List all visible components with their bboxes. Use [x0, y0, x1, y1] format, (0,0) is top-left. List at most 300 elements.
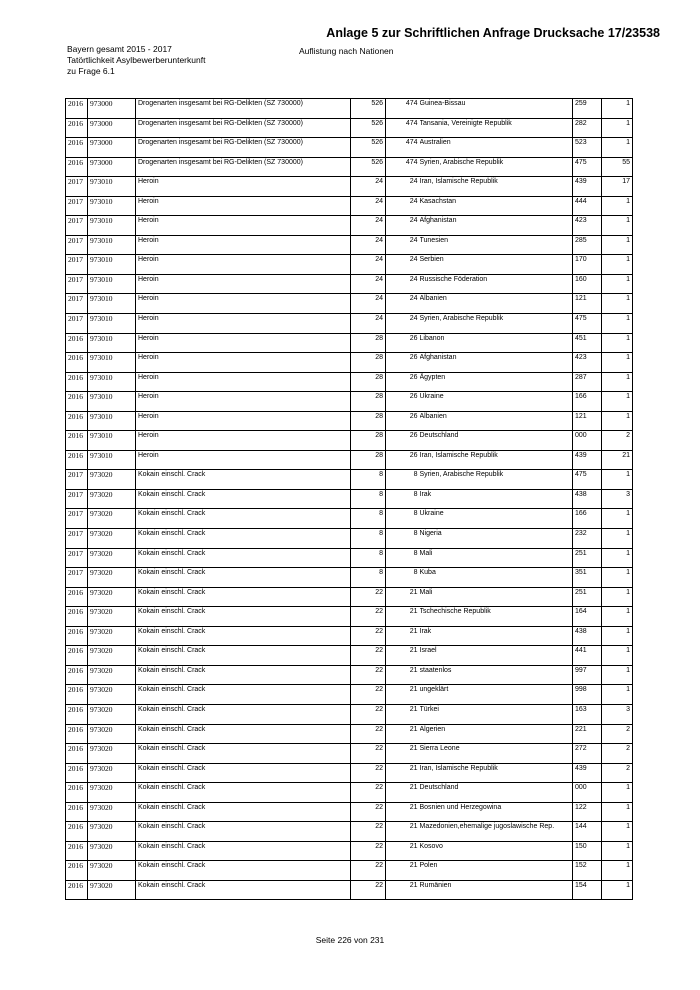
- table-row: [66, 783, 633, 803]
- cell-suspects: 474: [386, 99, 420, 119]
- cell-nation-code: 221: [573, 724, 602, 744]
- cell-year: 2016: [66, 704, 88, 724]
- table-row: [66, 235, 633, 255]
- cell-count: 1: [602, 118, 633, 138]
- cell-total: 22: [351, 724, 386, 744]
- cell-year: 2017: [66, 196, 88, 216]
- cell-count: 21: [602, 450, 633, 470]
- table-row: [66, 372, 633, 392]
- cell-nation-code: 160: [573, 274, 602, 294]
- cell-count: 1: [602, 294, 633, 314]
- cell-nation-code: 451: [573, 333, 602, 353]
- cell-nation: ungeklärt: [420, 685, 573, 705]
- table-row: [66, 685, 633, 705]
- table-row: [66, 255, 633, 275]
- table-row: [66, 607, 633, 627]
- cell-count: 1: [602, 529, 633, 549]
- cell-nation-code: 150: [573, 841, 602, 861]
- cell-year: 2016: [66, 138, 88, 158]
- table-row: [66, 353, 633, 373]
- table-row: [66, 99, 633, 119]
- cell-year: 2016: [66, 372, 88, 392]
- cell-year: 2016: [66, 431, 88, 451]
- cell-drug-type: Kokain einschl. Crack: [136, 783, 351, 803]
- cell-code: 973020: [88, 704, 136, 724]
- cell-drug-type: Heroin: [136, 216, 351, 236]
- cell-nation: Deutschland: [420, 431, 573, 451]
- table-row: [66, 822, 633, 842]
- cell-year: 2017: [66, 470, 88, 490]
- cell-nation-code: 285: [573, 235, 602, 255]
- table-row: [66, 157, 633, 177]
- table-row: [66, 274, 633, 294]
- cell-nation: Russische Föderation: [420, 274, 573, 294]
- cell-code: 973010: [88, 177, 136, 197]
- cell-count: 1: [602, 333, 633, 353]
- cell-total: 22: [351, 783, 386, 803]
- cell-year: 2016: [66, 744, 88, 764]
- table-row: [66, 548, 633, 568]
- cell-total: 8: [351, 509, 386, 529]
- cell-suspects: 24: [386, 196, 420, 216]
- cell-count: 1: [602, 822, 633, 842]
- cell-total: 24: [351, 196, 386, 216]
- cell-year: 2017: [66, 177, 88, 197]
- table-row: [66, 411, 633, 431]
- cell-drug-type: Heroin: [136, 372, 351, 392]
- cell-suspects: 26: [386, 392, 420, 412]
- cell-suspects: 26: [386, 333, 420, 353]
- cell-nation-code: 121: [573, 294, 602, 314]
- cell-code: 973020: [88, 548, 136, 568]
- cell-year: 2017: [66, 529, 88, 549]
- cell-drug-type: Kokain einschl. Crack: [136, 685, 351, 705]
- cell-suspects: 21: [386, 744, 420, 764]
- cell-nation-code: 232: [573, 529, 602, 549]
- cell-nation: Israel: [420, 646, 573, 666]
- meta-line-location: Tatörtlichkeit Asylbewerberunterkunft: [67, 55, 206, 65]
- cell-count: 1: [602, 274, 633, 294]
- cell-drug-type: Heroin: [136, 255, 351, 275]
- cell-drug-type: Drogenarten insgesamt bei RG-Delikten (SZ 730000): [136, 118, 351, 138]
- cell-suspects: 21: [386, 763, 420, 783]
- cell-nation-code: 439: [573, 177, 602, 197]
- cell-year: 2016: [66, 587, 88, 607]
- cell-nation: Libanon: [420, 333, 573, 353]
- cell-nation: Ukraine: [420, 392, 573, 412]
- cell-suspects: 24: [386, 255, 420, 275]
- cell-nation: Ukraine: [420, 509, 573, 529]
- cell-nation-code: 475: [573, 157, 602, 177]
- cell-nation: Mali: [420, 587, 573, 607]
- table-row: [66, 196, 633, 216]
- cell-total: 24: [351, 255, 386, 275]
- cell-count: 1: [602, 99, 633, 119]
- cell-total: 22: [351, 880, 386, 900]
- table-row: [66, 763, 633, 783]
- table-row: [66, 841, 633, 861]
- cell-drug-type: Heroin: [136, 294, 351, 314]
- cell-drug-type: Kokain einschl. Crack: [136, 489, 351, 509]
- cell-total: 8: [351, 489, 386, 509]
- cell-total: 22: [351, 626, 386, 646]
- cell-total: 22: [351, 587, 386, 607]
- cell-total: 28: [351, 392, 386, 412]
- cell-suspects: 21: [386, 646, 420, 666]
- cell-suspects: 21: [386, 802, 420, 822]
- cell-count: 2: [602, 744, 633, 764]
- cell-drug-type: Drogenarten insgesamt bei RG-Delikten (SZ 730000): [136, 99, 351, 119]
- document-meta: [67, 44, 205, 77]
- cell-year: 2016: [66, 783, 88, 803]
- cell-nation-code: 438: [573, 489, 602, 509]
- cell-suspects: 21: [386, 841, 420, 861]
- cell-year: 2017: [66, 216, 88, 236]
- cell-count: 1: [602, 626, 633, 646]
- cell-nation: Tunesien: [420, 235, 573, 255]
- cell-nation-code: 121: [573, 411, 602, 431]
- cell-code: 973020: [88, 607, 136, 627]
- cell-nation: Serbien: [420, 255, 573, 275]
- cell-suspects: 21: [386, 861, 420, 881]
- cell-total: 22: [351, 685, 386, 705]
- table-body: [66, 99, 633, 900]
- cell-drug-type: Heroin: [136, 353, 351, 373]
- cell-drug-type: Drogenarten insgesamt bei RG-Delikten (SZ 730000): [136, 157, 351, 177]
- cell-nation: Iran, Islamische Republik: [420, 450, 573, 470]
- cell-nation-code: 000: [573, 783, 602, 803]
- cell-code: 973020: [88, 470, 136, 490]
- cell-suspects: 474: [386, 118, 420, 138]
- cell-nation: Irak: [420, 489, 573, 509]
- cell-drug-type: Kokain einschl. Crack: [136, 704, 351, 724]
- cell-suspects: 8: [386, 548, 420, 568]
- cell-year: 2016: [66, 157, 88, 177]
- cell-code: 973020: [88, 822, 136, 842]
- cell-count: 1: [602, 353, 633, 373]
- cell-nation: Tansania, Vereinigte Republik: [420, 118, 573, 138]
- cell-suspects: 26: [386, 450, 420, 470]
- cell-nation: Kasachstan: [420, 196, 573, 216]
- cell-nation-code: 166: [573, 509, 602, 529]
- cell-year: 2016: [66, 450, 88, 470]
- cell-suspects: 26: [386, 353, 420, 373]
- table-row: [66, 470, 633, 490]
- cell-drug-type: Heroin: [136, 274, 351, 294]
- table-row: [66, 646, 633, 666]
- cell-total: 22: [351, 822, 386, 842]
- cell-total: 8: [351, 568, 386, 588]
- cell-code: 973020: [88, 529, 136, 549]
- cell-year: 2017: [66, 548, 88, 568]
- cell-drug-type: Kokain einschl. Crack: [136, 646, 351, 666]
- cell-drug-type: Kokain einschl. Crack: [136, 587, 351, 607]
- table-row: [66, 704, 633, 724]
- cell-suspects: 21: [386, 607, 420, 627]
- cell-nation: Australien: [420, 138, 573, 158]
- cell-suspects: 24: [386, 177, 420, 197]
- cell-nation-code: 351: [573, 568, 602, 588]
- table-row: [66, 529, 633, 549]
- cell-nation: staatenlos: [420, 665, 573, 685]
- cell-drug-type: Kokain einschl. Crack: [136, 626, 351, 646]
- table-row: [66, 509, 633, 529]
- cell-code: 973020: [88, 861, 136, 881]
- cell-count: 1: [602, 235, 633, 255]
- cell-count: 2: [602, 431, 633, 451]
- cell-nation: Syrien, Arabische Republik: [420, 314, 573, 334]
- cell-code: 973010: [88, 431, 136, 451]
- cell-total: 8: [351, 529, 386, 549]
- document-title: Anlage 5 zur Schriftlichen Anfrage Drucksache 17/23538: [326, 26, 660, 40]
- cell-nation-code: 997: [573, 665, 602, 685]
- cell-count: 2: [602, 724, 633, 744]
- document-subtitle: Auflistung nach Nationen: [299, 46, 394, 56]
- cell-nation-code: 170: [573, 255, 602, 275]
- cell-drug-type: Heroin: [136, 431, 351, 451]
- cell-nation: Mazedonien,ehemalige jugoslawische Rep.: [420, 822, 573, 842]
- cell-count: 1: [602, 138, 633, 158]
- table-row: [66, 489, 633, 509]
- cell-count: 17: [602, 177, 633, 197]
- cell-code: 973010: [88, 196, 136, 216]
- table-row: [66, 177, 633, 197]
- cell-total: 8: [351, 548, 386, 568]
- table-row: [66, 587, 633, 607]
- table-row: [66, 138, 633, 158]
- cell-year: 2016: [66, 411, 88, 431]
- cell-suspects: 26: [386, 411, 420, 431]
- cell-code: 973010: [88, 450, 136, 470]
- cell-count: 3: [602, 704, 633, 724]
- cell-suspects: 21: [386, 724, 420, 744]
- cell-drug-type: Kokain einschl. Crack: [136, 861, 351, 881]
- cell-suspects: 24: [386, 294, 420, 314]
- cell-nation: Albanien: [420, 411, 573, 431]
- cell-year: 2016: [66, 763, 88, 783]
- cell-drug-type: Drogenarten insgesamt bei RG-Delikten (SZ 730000): [136, 138, 351, 158]
- cell-nation-code: 441: [573, 646, 602, 666]
- cell-code: 973020: [88, 646, 136, 666]
- cell-nation-code: 164: [573, 607, 602, 627]
- cell-drug-type: Heroin: [136, 450, 351, 470]
- cell-drug-type: Kokain einschl. Crack: [136, 724, 351, 744]
- cell-total: 526: [351, 157, 386, 177]
- cell-drug-type: Kokain einschl. Crack: [136, 665, 351, 685]
- cell-total: 22: [351, 861, 386, 881]
- cell-drug-type: Heroin: [136, 235, 351, 255]
- table-row: [66, 724, 633, 744]
- cell-nation: Kuba: [420, 568, 573, 588]
- cell-suspects: 21: [386, 665, 420, 685]
- cell-total: 526: [351, 118, 386, 138]
- cell-nation: Iran, Islamische Republik: [420, 763, 573, 783]
- cell-code: 973020: [88, 841, 136, 861]
- table-row: [66, 431, 633, 451]
- cell-count: 1: [602, 255, 633, 275]
- cell-year: 2016: [66, 626, 88, 646]
- cell-nation: Tschechische Republik: [420, 607, 573, 627]
- cell-suspects: 26: [386, 372, 420, 392]
- cell-nation-code: 154: [573, 880, 602, 900]
- cell-nation-code: 282: [573, 118, 602, 138]
- cell-suspects: 24: [386, 274, 420, 294]
- cell-drug-type: Kokain einschl. Crack: [136, 763, 351, 783]
- cell-code: 973020: [88, 880, 136, 900]
- table-row: [66, 744, 633, 764]
- cell-year: 2016: [66, 880, 88, 900]
- cell-suspects: 8: [386, 470, 420, 490]
- cell-total: 22: [351, 646, 386, 666]
- cell-year: 2017: [66, 274, 88, 294]
- cell-total: 22: [351, 802, 386, 822]
- cell-drug-type: Heroin: [136, 333, 351, 353]
- cell-total: 24: [351, 314, 386, 334]
- table-row: [66, 861, 633, 881]
- table-row: [66, 118, 633, 138]
- cell-code: 973020: [88, 626, 136, 646]
- cell-year: 2016: [66, 392, 88, 412]
- cell-count: 1: [602, 411, 633, 431]
- cell-nation: Sierra Leone: [420, 744, 573, 764]
- cell-year: 2016: [66, 665, 88, 685]
- cell-suspects: 21: [386, 704, 420, 724]
- cell-total: 24: [351, 177, 386, 197]
- cell-count: 2: [602, 763, 633, 783]
- cell-nation-code: 439: [573, 763, 602, 783]
- cell-count: 1: [602, 314, 633, 334]
- cell-year: 2016: [66, 861, 88, 881]
- cell-nation-code: 251: [573, 548, 602, 568]
- cell-count: 1: [602, 216, 633, 236]
- table-row: [66, 392, 633, 412]
- cell-nation: Albanien: [420, 294, 573, 314]
- cell-total: 28: [351, 353, 386, 373]
- cell-code: 973000: [88, 99, 136, 119]
- cell-nation-code: 438: [573, 626, 602, 646]
- cell-year: 2017: [66, 489, 88, 509]
- cell-code: 973020: [88, 724, 136, 744]
- cell-code: 973020: [88, 568, 136, 588]
- cell-year: 2016: [66, 685, 88, 705]
- cell-year: 2017: [66, 235, 88, 255]
- cell-year: 2016: [66, 802, 88, 822]
- cell-nation: Syrien, Arabische Republik: [420, 157, 573, 177]
- cell-year: 2016: [66, 607, 88, 627]
- cell-drug-type: Kokain einschl. Crack: [136, 822, 351, 842]
- cell-code: 973010: [88, 255, 136, 275]
- cell-suspects: 21: [386, 626, 420, 646]
- cell-code: 973020: [88, 783, 136, 803]
- cell-nation-code: 439: [573, 450, 602, 470]
- cell-total: 24: [351, 274, 386, 294]
- cell-code: 973020: [88, 802, 136, 822]
- cell-drug-type: Heroin: [136, 314, 351, 334]
- cell-suspects: 8: [386, 509, 420, 529]
- table-row: [66, 450, 633, 470]
- cell-count: 1: [602, 196, 633, 216]
- cell-count: 1: [602, 568, 633, 588]
- meta-line-region: Bayern gesamt 2015 - 2017: [67, 44, 172, 54]
- cell-drug-type: Heroin: [136, 411, 351, 431]
- cell-code: 973010: [88, 314, 136, 334]
- cell-year: 2017: [66, 294, 88, 314]
- cell-total: 28: [351, 450, 386, 470]
- cell-code: 973010: [88, 372, 136, 392]
- cell-total: 22: [351, 607, 386, 627]
- table-row: [66, 802, 633, 822]
- cell-suspects: 24: [386, 314, 420, 334]
- cell-year: 2016: [66, 724, 88, 744]
- cell-code: 973020: [88, 665, 136, 685]
- cell-code: 973000: [88, 138, 136, 158]
- cell-count: 1: [602, 665, 633, 685]
- cell-drug-type: Heroin: [136, 392, 351, 412]
- cell-code: 973020: [88, 763, 136, 783]
- cell-nation-code: 475: [573, 470, 602, 490]
- cell-nation: Algerien: [420, 724, 573, 744]
- cell-count: 1: [602, 607, 633, 627]
- cell-year: 2016: [66, 822, 88, 842]
- cell-code: 973000: [88, 118, 136, 138]
- cell-nation-code: 423: [573, 353, 602, 373]
- cell-drug-type: Kokain einschl. Crack: [136, 568, 351, 588]
- cell-code: 973020: [88, 685, 136, 705]
- cell-suspects: 24: [386, 216, 420, 236]
- cell-nation: Irak: [420, 626, 573, 646]
- cell-suspects: 21: [386, 587, 420, 607]
- cell-count: 1: [602, 646, 633, 666]
- cell-nation: Guinea-Bissau: [420, 99, 573, 119]
- cell-drug-type: Kokain einschl. Crack: [136, 548, 351, 568]
- cell-suspects: 8: [386, 529, 420, 549]
- cell-drug-type: Kokain einschl. Crack: [136, 744, 351, 764]
- cell-count: 1: [602, 372, 633, 392]
- cell-total: 22: [351, 665, 386, 685]
- page-number: Seite 226 von 231: [315, 935, 385, 945]
- cell-count: 55: [602, 157, 633, 177]
- cell-nation-code: 166: [573, 392, 602, 412]
- cell-year: 2016: [66, 118, 88, 138]
- cell-year: 2016: [66, 99, 88, 119]
- cell-year: 2016: [66, 646, 88, 666]
- cell-total: 22: [351, 841, 386, 861]
- cell-nation-code: 475: [573, 314, 602, 334]
- cell-total: 24: [351, 216, 386, 236]
- cell-total: 24: [351, 294, 386, 314]
- cell-suspects: 24: [386, 235, 420, 255]
- table-row: [66, 665, 633, 685]
- cell-nation: Polen: [420, 861, 573, 881]
- cell-year: 2017: [66, 314, 88, 334]
- cell-drug-type: Kokain einschl. Crack: [136, 841, 351, 861]
- cell-count: 1: [602, 861, 633, 881]
- cell-nation: Syrien, Arabische Republik: [420, 470, 573, 490]
- cell-suspects: 26: [386, 431, 420, 451]
- cell-year: 2017: [66, 255, 88, 275]
- cell-total: 22: [351, 704, 386, 724]
- cell-year: 2017: [66, 568, 88, 588]
- cell-nation-code: 287: [573, 372, 602, 392]
- cell-total: 526: [351, 99, 386, 119]
- table-row: [66, 314, 633, 334]
- cell-nation-code: 122: [573, 802, 602, 822]
- cell-nation-code: 998: [573, 685, 602, 705]
- cell-drug-type: Kokain einschl. Crack: [136, 470, 351, 490]
- cell-nation: Rumänien: [420, 880, 573, 900]
- cell-nation: Bosnien und Herzegowina: [420, 802, 573, 822]
- cell-total: 22: [351, 744, 386, 764]
